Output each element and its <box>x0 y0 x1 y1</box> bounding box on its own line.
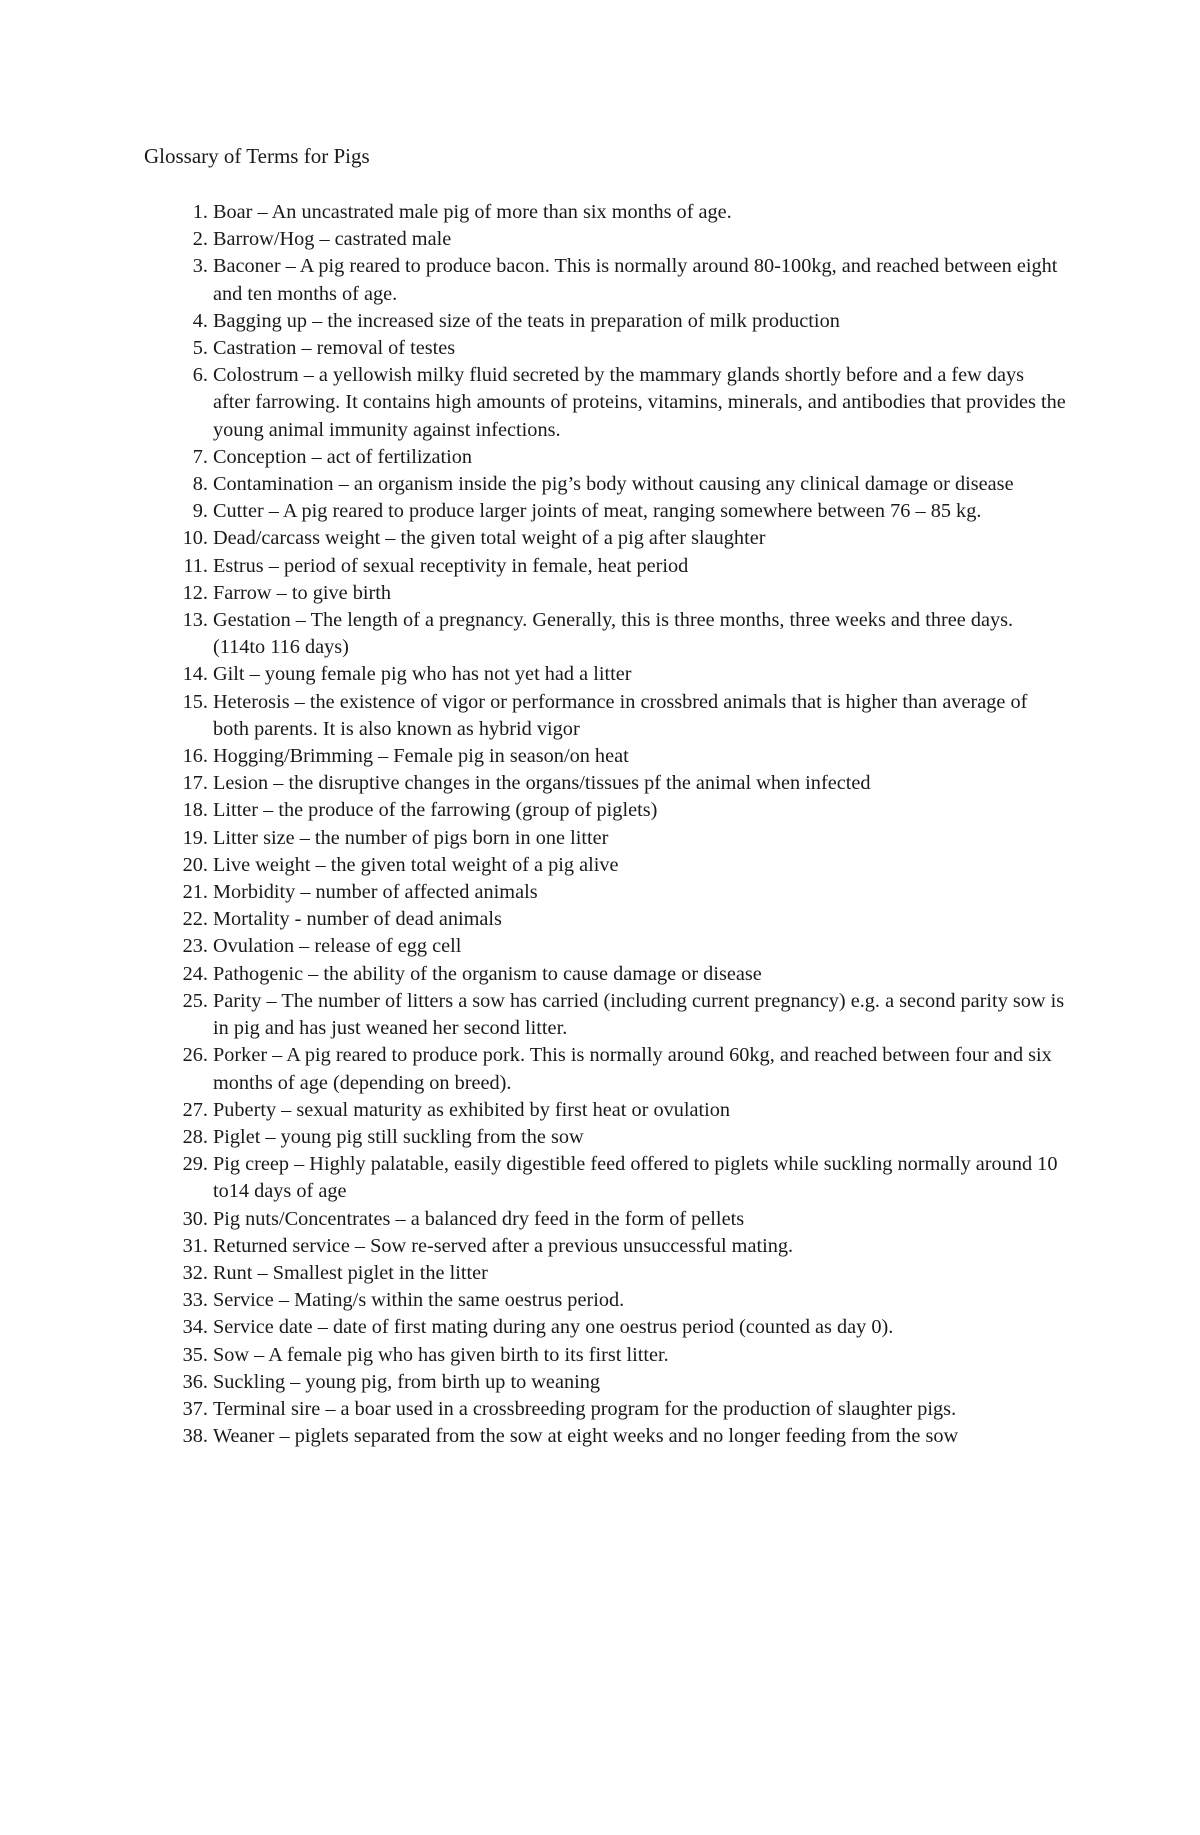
glossary-item-text: Gestation – The length of a pregnancy. Generally, this is three months, three weeks and three days. (114to 116 days) <box>213 609 1014 659</box>
glossary-item <box>168 1206 1066 1233</box>
glossary-item-number: 7. <box>192 445 208 468</box>
glossary-item-number: 16. <box>182 745 208 768</box>
glossary-item-text: Farrow – to give birth <box>213 581 391 604</box>
glossary-item-text: Boar – An uncastrated male pig of more than six months of age. <box>213 201 732 223</box>
glossary-item <box>168 1042 1066 1096</box>
glossary-item <box>168 498 1066 525</box>
glossary-item-text: Cutter – A pig reared to produce larger joints of meat, ranging somewhere between 76 – 85 kg. <box>213 500 982 523</box>
glossary-item <box>168 988 1066 1042</box>
glossary-item-number: 4. <box>192 309 208 332</box>
glossary-item-text: Gilt – young female pig who has not yet had a litter <box>213 663 632 686</box>
glossary-item-text: Litter – the produce of the farrowing (group of piglets) <box>213 799 658 822</box>
glossary-item <box>168 1314 1066 1341</box>
glossary-item <box>168 1097 1066 1124</box>
glossary-item-number: 23. <box>182 935 208 958</box>
glossary-item <box>168 444 1066 471</box>
glossary-item-number: 26. <box>182 1044 208 1067</box>
glossary-item-text: Castration – removal of testes <box>213 337 456 360</box>
glossary-item-text: Runt – Smallest piglet in the litter <box>213 1261 488 1284</box>
glossary-item-text: Baconer – A pig reared to produce bacon. This is normally around 80-100kg, and reached between eight and ten months of age. <box>213 255 1058 305</box>
glossary-item <box>168 1423 1066 1450</box>
glossary-item <box>168 852 1066 879</box>
glossary-item-number: 33. <box>182 1289 208 1312</box>
glossary-item-text: Hogging/Brimming – Female pig in season/on heat <box>213 745 629 768</box>
glossary-item <box>168 689 1066 743</box>
glossary-item-text: Morbidity – number of affected animals <box>213 881 538 904</box>
glossary-item <box>168 226 1066 253</box>
glossary-item <box>168 1260 1066 1287</box>
glossary-item-number: 37. <box>182 1397 208 1420</box>
glossary-item <box>168 1396 1066 1423</box>
glossary-item <box>168 797 1066 824</box>
glossary-item <box>168 253 1066 307</box>
glossary-item <box>168 661 1066 688</box>
glossary-item <box>168 471 1066 498</box>
glossary-item-number: 27. <box>182 1098 208 1121</box>
glossary-item <box>168 1369 1066 1396</box>
glossary-item <box>168 308 1066 335</box>
glossary-item-text: Pig creep – Highly palatable, easily digestible feed offered to piglets while suckling normally around 10 to14 days of age <box>213 1153 1058 1203</box>
glossary-item-number: 1. <box>192 201 208 223</box>
glossary-item <box>168 199 1066 226</box>
glossary-item <box>168 1287 1066 1314</box>
glossary-item <box>168 553 1066 580</box>
glossary-item-number: 29. <box>182 1153 208 1176</box>
glossary-item-text: Piglet – young pig still suckling from the sow <box>213 1125 584 1148</box>
glossary-item-number: 36. <box>182 1370 208 1393</box>
glossary-item-number: 2. <box>192 228 208 251</box>
glossary-item-text: Bagging up – the increased size of the teats in preparation of milk production <box>213 309 840 332</box>
glossary-item-number: 19. <box>182 826 208 849</box>
glossary-item-text: Contamination – an organism inside the pig’s body without causing any clinical damage or disease <box>213 473 1014 496</box>
glossary-item-number: 24. <box>182 962 208 985</box>
glossary-item-number: 15. <box>182 690 208 713</box>
glossary-item <box>168 580 1066 607</box>
glossary-item <box>168 933 1066 960</box>
glossary-item <box>168 743 1066 770</box>
glossary-list <box>168 199 1066 1450</box>
glossary-item-number: 20. <box>182 853 208 876</box>
glossary-item-text: Puberty – sexual maturity as exhibited by first heat or ovulation <box>213 1098 731 1121</box>
glossary-item-number: 5. <box>192 337 208 360</box>
glossary-item-text: Colostrum – a yellowish milky fluid secreted by the mammary glands shortly before and a few days after farrowing. It contains high amounts of proteins, vitamins, minerals, and antibodies that provides the young animal immunity against infections. <box>213 364 1066 441</box>
glossary-item <box>168 1342 1066 1369</box>
glossary-item-number: 32. <box>182 1261 208 1284</box>
glossary-item <box>168 335 1066 362</box>
glossary-item-number: 34. <box>182 1316 208 1339</box>
glossary-item-number: 28. <box>182 1125 208 1148</box>
glossary-item-text: Dead/carcass weight – the given total weight of a pig after slaughter <box>213 527 766 550</box>
glossary-item-number: 3. <box>192 255 208 278</box>
document-title: Glossary of Terms for Pigs <box>144 144 370 168</box>
glossary-item-number: 17. <box>182 772 208 795</box>
glossary-item-number: 22. <box>182 908 208 931</box>
glossary-item <box>168 1233 1066 1260</box>
glossary-item <box>168 362 1066 444</box>
glossary-item <box>168 525 1066 552</box>
glossary-item-text: Weaner – piglets separated from the sow at eight weeks and no longer feeding from the sow <box>213 1425 959 1448</box>
glossary-item-text: Mortality - number of dead animals <box>213 908 502 931</box>
glossary-item-number: 11. <box>183 554 208 577</box>
glossary-item-number: 10. <box>182 527 208 550</box>
glossary-item <box>168 879 1066 906</box>
glossary-item-text: Estrus – period of sexual receptivity in female, heat period <box>213 554 689 577</box>
glossary-item-number: 21. <box>182 881 208 904</box>
glossary-item-text: Live weight – the given total weight of a pig alive <box>213 853 619 876</box>
glossary-item-text: Suckling – young pig, from birth up to weaning <box>213 1370 600 1393</box>
glossary-item <box>168 906 1066 933</box>
glossary-item-text: Sow – A female pig who has given birth to its first litter. <box>213 1343 669 1366</box>
glossary-item-text: Service – Mating/s within the same oestrus period. <box>213 1289 625 1312</box>
glossary-item-text: Pathogenic – the ability of the organism to cause damage or disease <box>213 962 762 985</box>
glossary-item <box>168 961 1066 988</box>
glossary-item-number: 18. <box>182 799 208 822</box>
glossary-item-number: 25. <box>182 989 208 1012</box>
glossary-item-text: Lesion – the disruptive changes in the organs/tissues pf the animal when infected <box>213 772 871 795</box>
glossary-item <box>168 770 1066 797</box>
glossary-item <box>168 607 1066 661</box>
glossary-item <box>168 1151 1066 1205</box>
glossary-item-text: Litter size – the number of pigs born in one litter <box>213 826 609 849</box>
glossary-item-text: Service date – date of first mating during any one oestrus period (counted as day 0). <box>213 1316 894 1339</box>
glossary-item-text: Returned service – Sow re-served after a previous unsuccessful mating. <box>213 1234 794 1257</box>
glossary-item-number: 8. <box>192 473 208 496</box>
glossary-item-text: Ovulation – release of egg cell <box>213 935 462 958</box>
glossary-item-number: 30. <box>182 1207 208 1230</box>
glossary-item-text: Conception – act of fertilization <box>213 445 473 468</box>
glossary-item-text: Pig nuts/Concentrates – a balanced dry feed in the form of pellets <box>213 1207 745 1230</box>
glossary-item-text: Barrow/Hog – castrated male <box>213 228 452 251</box>
glossary-item-text: Porker – A pig reared to produce pork. This is normally around 60kg, and reached between four and six months of age (depending on breed). <box>213 1044 1052 1094</box>
glossary-item-number: 31. <box>182 1234 208 1257</box>
glossary-item-number: 6. <box>192 364 208 387</box>
glossary-item <box>168 1124 1066 1151</box>
glossary-item-text: Heterosis – the existence of vigor or performance in crossbred animals that is higher than average of both parents. It is also known as hybrid vigor <box>213 690 1028 740</box>
glossary-item-number: 35. <box>182 1343 208 1366</box>
glossary-item-number: 13. <box>182 609 208 632</box>
glossary-item-text: Parity – The number of litters a sow has carried (including current pregnancy) e.g. a second parity sow is in pig and has just weaned her second litter. <box>213 989 1065 1040</box>
glossary-item-number: 14. <box>182 663 208 686</box>
glossary-item-text: Terminal sire – a boar used in a crossbreeding program for the production of slaughter pigs. <box>213 1397 957 1420</box>
glossary-item-number: 38. <box>182 1425 208 1448</box>
glossary-item-number: 9. <box>192 500 208 523</box>
glossary-item-number: 12. <box>182 581 208 604</box>
glossary-item <box>168 825 1066 852</box>
